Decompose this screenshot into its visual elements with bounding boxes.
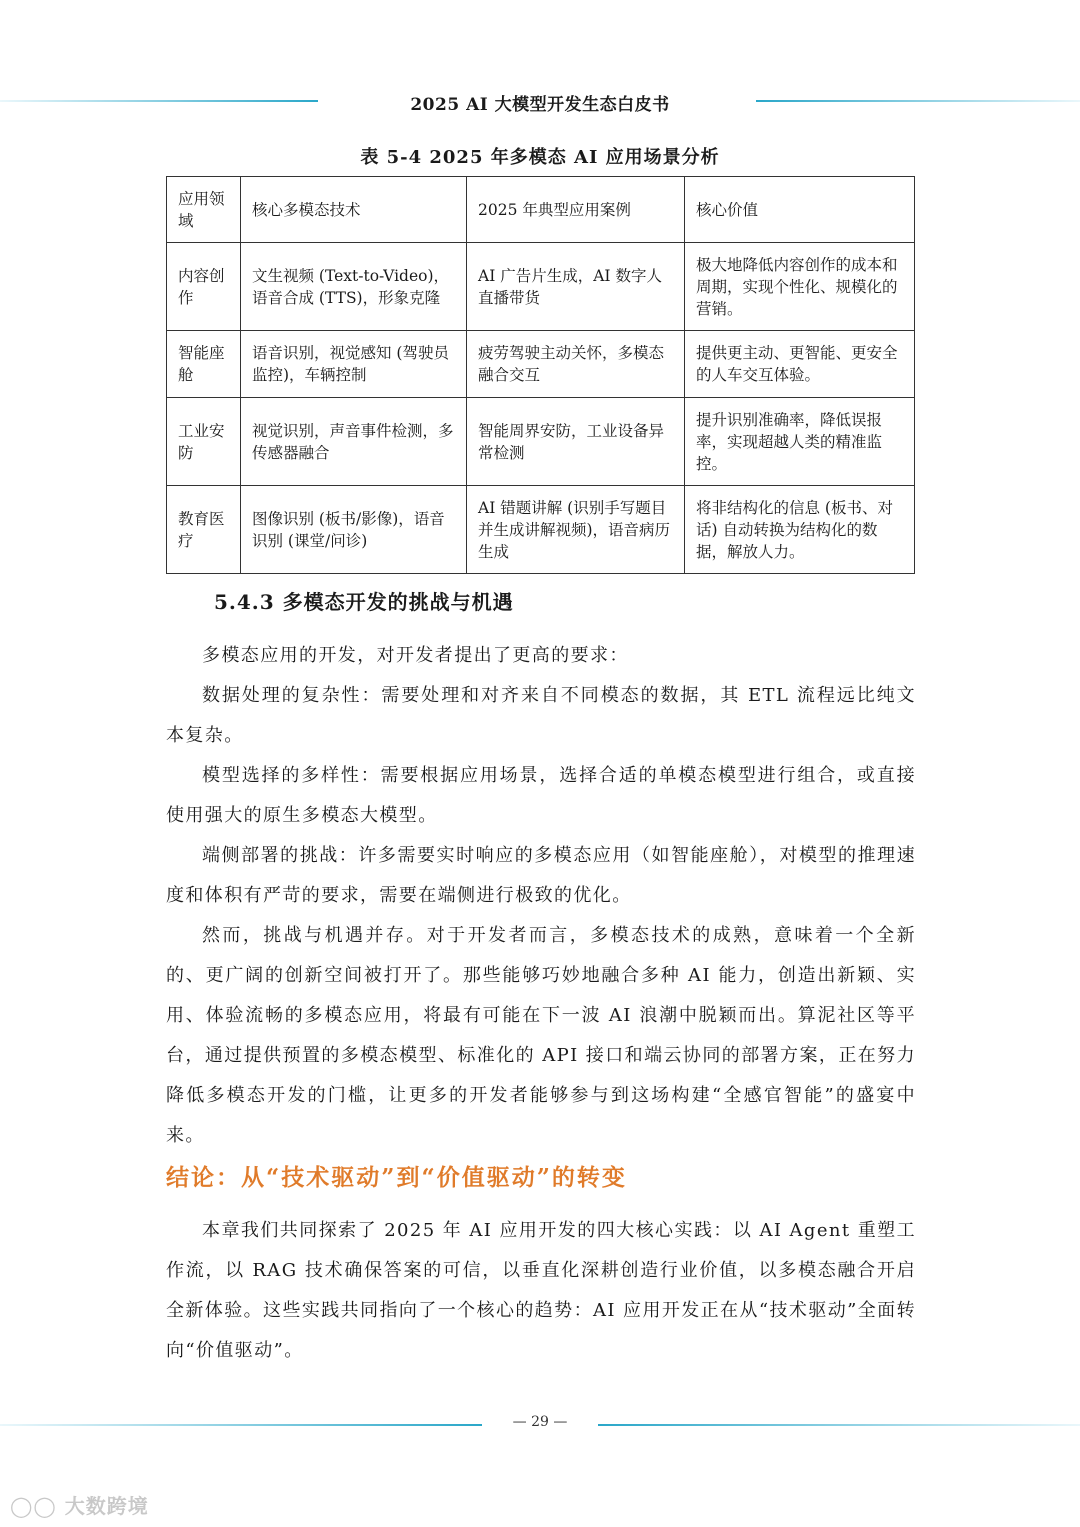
table-cell: 语音识别，视觉感知 (驾驶员监控)，车辆控制: [241, 331, 467, 398]
section-heading: 5.4.3 多模态开发的挑战与机遇: [214, 590, 514, 614]
paragraph: 模型选择的多样性：需要根据应用场景，选择合适的单模态模型进行组合，或直接使用强大的原生多模态大模型。: [166, 765, 916, 826]
table-cell: 极大地降低内容创作的成本和周期，实现个性化、规模化的营销。: [685, 243, 915, 331]
header-cell: 应用领域: [167, 177, 241, 243]
watermark: [10, 1490, 149, 1519]
paragraph: 多模态应用的开发，对开发者提出了更高的要求：: [202, 645, 629, 666]
conclusion-body: [166, 1211, 916, 1371]
table-row: [167, 243, 915, 331]
table-cell: 工业安防: [167, 398, 241, 486]
table-cell: AI 错题讲解 (识别手写题目并生成讲解视频)，语音病历生成: [467, 486, 685, 574]
table-cell: 智能座舱: [167, 331, 241, 398]
table-cell: 图像识别 (板书/影像)，语音识别 (课堂/问诊): [241, 486, 467, 574]
header-cell: 核心价值: [685, 177, 915, 243]
conclusion-heading: 结论：从“技术驱动”到“价值驱动”的转变: [166, 1164, 627, 1191]
document-title: 2025 AI 大模型开发生态白皮书: [410, 95, 670, 115]
page-number: — 29 —: [512, 1414, 568, 1430]
table-cell: 智能周界安防，工业设备异常检测: [467, 398, 685, 486]
table-row: [167, 398, 915, 486]
paragraph: 端侧部署的挑战：许多需要实时响应的多模态应用（如智能座舱），对模型的推理速度和体积有严苛的要求，需要在端侧进行极致的优化。: [166, 845, 916, 906]
paragraph: 数据处理的复杂性：需要处理和对齐来自不同模态的数据，其 ETL 流程远比纯文本复杂。: [166, 685, 916, 746]
table-header-row: [167, 177, 915, 243]
watermark-text: 大数跨境: [64, 1494, 149, 1518]
header-cell: 2025 年典型应用案例: [467, 177, 685, 243]
header-cell: 核心多模态技术: [241, 177, 467, 243]
table-cell: 视觉识别，声音事件检测，多传感器融合: [241, 398, 467, 486]
table-cell: 教育医疗: [167, 486, 241, 574]
watermark-logo-icon: ◯◯: [10, 1494, 57, 1518]
table-cell: 文生视频 (Text-to-Video)，语音合成 (TTS)，形象克隆: [241, 243, 467, 331]
table-cell: 提供更主动、更智能、更安全的人车交互体验。: [685, 331, 915, 398]
section-body: [166, 636, 916, 1156]
paragraph: 本章我们共同探索了 2025 年 AI 应用开发的四大核心实践：以 AI Agent 重塑工作流，以 RAG 技术确保答案的可信，以垂直化深耕创造行业价值，以多模态融合开启全新体验。这些实践共同指向了一个核心的趋势：AI 应用开发正在从“技术驱动”全面转向“价值驱动”。: [166, 1220, 916, 1361]
table-caption: 表 5-4 2025 年多模态 AI 应用场景分析: [360, 147, 720, 168]
table-row: [167, 486, 915, 574]
paragraph: 然而，挑战与机遇并存。对于开发者而言，多模态技术的成熟，意味着一个全新的、更广阔的创新空间被打开了。那些能够巧妙地融合多种 AI 能力，创造出新颖、实用、体验流畅的多模态应用，将最有可能在下一波 AI 浪潮中脱颖而出。算泥社区等平台，通过提供预置的多模态模型、标准化的 API 接口和端云协同的部署方案，正在努力降低多模态开发的门槛，让更多的开发者能够参与到这场构建“全感官智能”的盛宴中来。: [166, 925, 916, 1146]
table-cell: AI 广告片生成，AI 数字人直播带货: [467, 243, 685, 331]
scenario-table: [166, 176, 915, 574]
table-row: [167, 331, 915, 398]
table-cell: 内容创作: [167, 243, 241, 331]
table-cell: 疲劳驾驶主动关怀，多模态融合交互: [467, 331, 685, 398]
table-cell: 提升识别准确率，降低误报率，实现超越人类的精准监控。: [685, 398, 915, 486]
table-cell: 将非结构化的信息 (板书、对话) 自动转换为结构化的数据，解放人力。: [685, 486, 915, 574]
